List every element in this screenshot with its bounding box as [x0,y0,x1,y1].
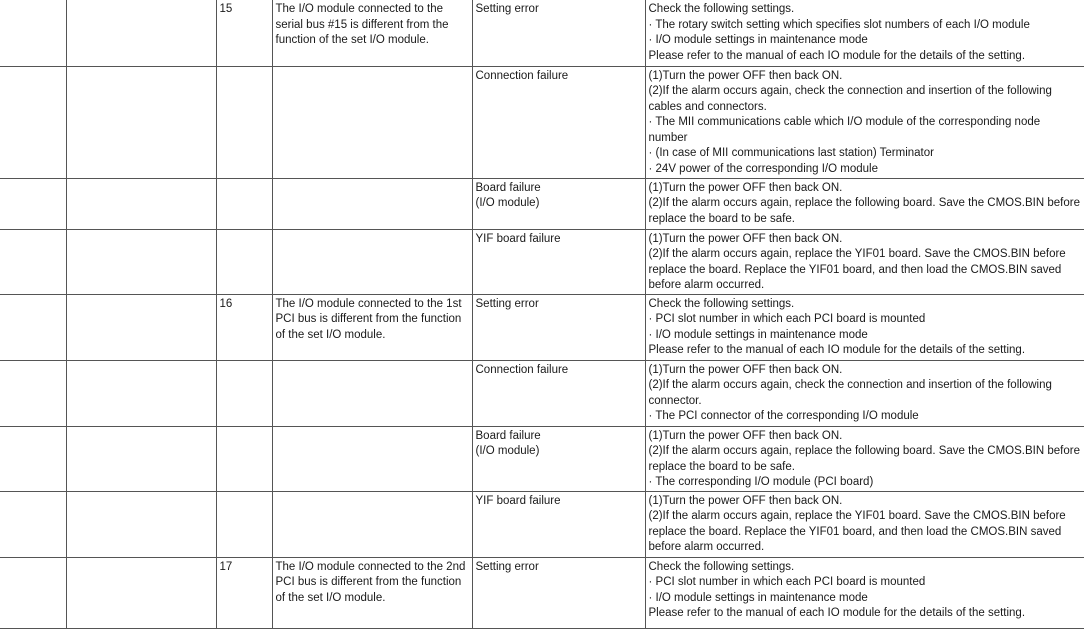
remedy-line: (2)If the alarm occurs again, replace the YIF01 board. Save the CMOS.BIN before replace the board. Replace the YIF01 board, and then load the CMOS.BIN saved before alarm occurred. [648,248,1066,291]
description-cell [272,0,472,66]
cause-cell [472,0,645,66]
remedy-cell [645,360,1084,426]
remedy-cell [645,178,1084,229]
cause-cell [472,426,645,491]
alarm-number-cell [216,229,272,294]
alarm-number: 17 [219,560,233,573]
table-row [0,491,1084,557]
blank-cell [0,0,66,66]
table-row [0,178,1084,229]
remedy-line: (1)Turn the power OFF then back ON. [648,363,843,376]
blank-cell [66,491,216,557]
alarm-number: 16 [219,297,233,310]
alarm-description: The I/O module connected to the 2nd PCI bus is different from the function of the set I/O module. [275,560,466,604]
remedy-cell [645,491,1084,557]
alarm-number-cell [216,557,272,628]
blank-cell [66,178,216,229]
alarm-number-cell [216,426,272,491]
remedy-line: (2)If the alarm occurs again, check the connection and insertion of the following cables and connectors. [648,85,1052,113]
remedy-line: · 24V power of the corresponding I/O module [648,162,878,175]
description-cell [272,426,472,491]
cause-cell [472,229,645,294]
remedy-line: · I/O module settings in maintenance mode [648,34,868,46]
remedy-cell [645,294,1084,360]
blank-cell [0,178,66,229]
alarm-number-cell [216,294,272,360]
remedy-line: Check the following settings. [648,297,795,310]
remedy-cell [645,426,1084,491]
remedy-line: (2)If the alarm occurs again, check the connection and insertion of the following connector. [648,379,1052,407]
table-row [0,229,1084,294]
cause-cell [472,178,645,229]
blank-cell [0,360,66,426]
remedy-cell [645,66,1084,178]
table-row [0,66,1084,178]
remedy-line: · I/O module settings in maintenance mode [648,328,868,341]
blank-cell [66,294,216,360]
description-cell [272,66,472,178]
remedy-line: Please refer to the manual of each IO module for the details of the setting. [648,607,1026,619]
table-row [0,360,1084,426]
remedy-line: · I/O module settings in maintenance mode [648,591,868,604]
table-row [0,426,1084,491]
description-cell [272,360,472,426]
remedy-line: Please refer to the manual of each IO module for the details of the setting. [648,49,1026,62]
remedy-line: · The MII communications cable which I/O module of the corresponding node number [648,116,1041,144]
remedy-line: · PCI slot number in which each PCI board is mounted [648,576,926,588]
cause-cell [472,66,645,178]
alarm-cause: YIF board failure [475,494,561,507]
cause-cell [472,491,645,557]
alarm-cause: Setting error [475,3,539,15]
table-row [0,557,1084,628]
alarm-cause: Setting error [475,560,539,573]
blank-cell [66,360,216,426]
remedy-cell [645,557,1084,628]
alarm-number-cell [216,360,272,426]
remedy-line: (1)Turn the power OFF then back ON. [648,69,843,82]
blank-cell [66,426,216,491]
alarm-description: The I/O module connected to the 1st PCI bus is different from the function of the set I/O module. [275,297,462,341]
remedy-cell [645,229,1084,294]
alarm-description: The I/O module connected to the serial bus #15 is different from the function of the set I/O module. [275,3,449,46]
blank-cell [0,491,66,557]
alarm-cause: Connection failure [475,363,569,376]
remedy-line: (1)Turn the power OFF then back ON. [648,429,843,442]
remedy-line: (1)Turn the power OFF then back ON. [648,181,843,194]
blank-cell [0,229,66,294]
description-cell [272,491,472,557]
blank-cell [0,294,66,360]
description-cell [272,294,472,360]
remedy-line: · PCI slot number in which each PCI board is mounted [648,313,926,325]
remedy-line: (1)Turn the power OFF then back ON. [648,232,843,245]
table-row [0,294,1084,360]
description-cell [272,557,472,628]
remedy-cell [645,0,1084,66]
remedy-line: (2)If the alarm occurs again, replace the following board. Save the CMOS.BIN before replace the board to be safe. [648,445,1080,473]
remedy-line: · The PCI connector of the corresponding I/O module [648,410,919,422]
alarm-number-cell [216,491,272,557]
remedy-line: Check the following settings. [648,3,795,15]
table-row [0,0,1084,66]
cause-cell [472,360,645,426]
blank-cell [66,557,216,628]
alarm-cause: Connection failure [475,69,569,82]
alarm-number: 15 [219,3,233,15]
remedy-line: Please refer to the manual of each IO module for the details of the setting. [648,344,1026,356]
alarm-cause: Board failure (I/O module) [475,181,541,209]
blank-cell [0,66,66,178]
remedy-line: (2)If the alarm occurs again, replace the following board. Save the CMOS.BIN before replace the board to be safe. [648,197,1080,225]
blank-cell [66,229,216,294]
remedy-line: · The rotary switch setting which specifies slot numbers of each I/O module [648,18,1030,31]
description-cell [272,178,472,229]
alarm-number-cell [216,178,272,229]
remedy-line: · (In case of MII communications last station) Terminator [648,147,934,159]
cause-cell [472,557,645,628]
blank-cell [66,0,216,66]
alarm-number-cell [216,66,272,178]
blank-cell [0,557,66,628]
blank-cell [0,426,66,491]
description-cell [272,229,472,294]
remedy-line: · The corresponding I/O module (PCI board) [648,476,874,488]
remedy-line: (2)If the alarm occurs again, replace the YIF01 board. Save the CMOS.BIN before replace the board. Replace the YIF01 board, and then load the CMOS.BIN saved before alarm occurred. [648,510,1066,553]
alarm-cause: Board failure (I/O module) [475,429,541,457]
alarm-number-cell [216,0,272,66]
blank-cell [66,66,216,178]
alarm-cause: Setting error [475,297,539,310]
cause-cell [472,294,645,360]
alarm-cause: YIF board failure [475,232,561,245]
remedy-line: Check the following settings. [648,560,795,573]
remedy-line: (1)Turn the power OFF then back ON. [648,494,843,507]
